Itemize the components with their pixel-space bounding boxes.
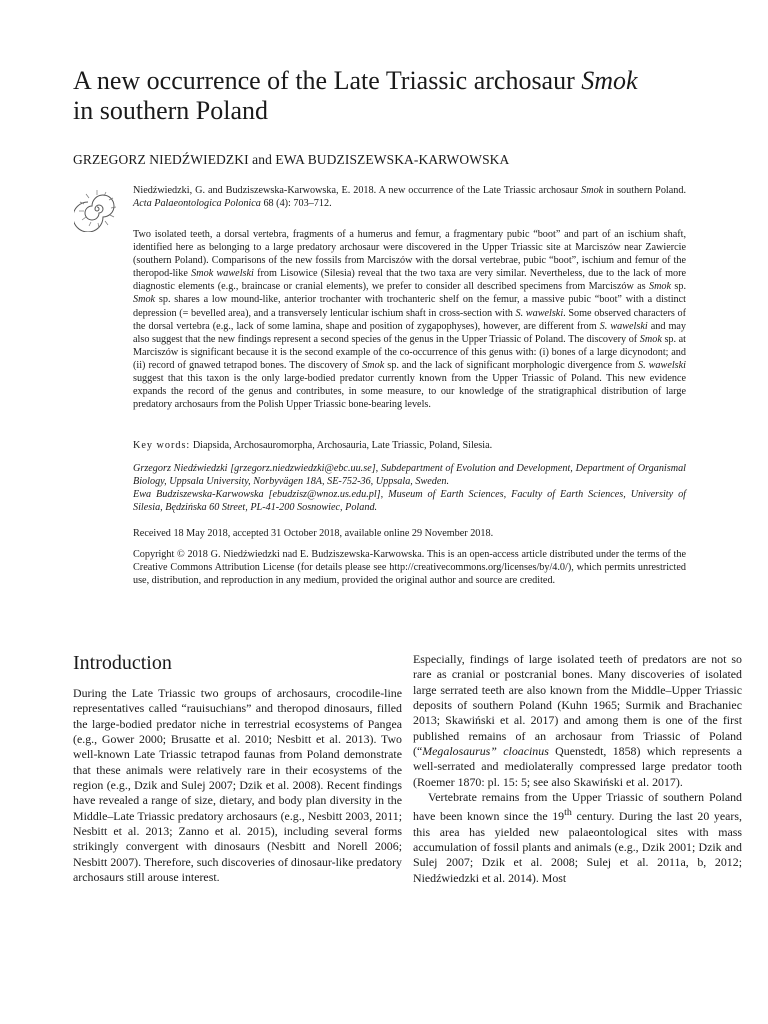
keywords-label: Key words: — [133, 440, 191, 451]
abstract — [133, 228, 686, 411]
taxon-name: S. wawelski — [637, 359, 686, 371]
intro-paragraph-3 — [413, 790, 742, 886]
citation — [133, 184, 686, 210]
received-dates: Received 18 May 2018, accepted 31 October 2018, available online 29 November 2018. — [133, 528, 494, 539]
abstract-text: sp. and the lack of significant morphologic divergence from — [384, 359, 638, 371]
abstract-text: sp. shares a low mound-like, anterior trochanter with trochanteric shelf on the femur, a massive pubic “boot” with a distinct depression (= bevelled area), and a transversely lenticular ischium shaft in cross-section with — [133, 294, 686, 319]
section-heading-introduction: Introduction — [73, 652, 172, 674]
left-column — [73, 686, 402, 885]
paragraph-text: century. During the last 20 years, this area has yielded new palaeontological sites with mass accumulation of fossil plants and animals (e.g., Dzik 2001; Dzik and Sulej 2007; Dzik et al. 2008; Sulej et al. 2011a, b, 2012; Niedźwiedzki et al. 2014). Most — [413, 809, 742, 885]
title-text: A new occurrence of the Late Triassic archosaur — [73, 66, 582, 95]
taxon-name: Smok — [648, 281, 672, 293]
taxon-name: Megalosaurus” cloacinus — [422, 744, 549, 759]
abstract-text: Two isolated teeth, a dorsal vertebra, fragments of a humerus and femur, a fragmentary pubic “boot” and part of an ischium shaft, identified here as belonging to a large predatory archosaur were discovered in the Upper Triassic site at Marciszów near Zawiercie (southern Poland). Comparisons of the new fossils from Marciszów with the dorsal vertebrae, pubic “boot”, ischium and femur of the theropod-like — [133, 229, 686, 280]
superscript: th — [564, 807, 572, 819]
citation-volume: 68 (4): 703–712. — [260, 198, 332, 210]
taxon-name: Smok — [639, 333, 662, 345]
affiliation-1: Grzegorz Niedźwiedzki [grzegorz.niedzwiedzki@ebc.uu.se], Subdepartment of Evolution and Development, Department of Organismal Biology, Uppsala University, Norbyvägen 18A, SE-752-36, Uppsala, Sweden. — [133, 463, 686, 488]
author-affiliations — [133, 462, 686, 514]
taxon-name: Smok — [133, 294, 156, 306]
abstract-text: suggest that this taxon is the only large-bodied predator currently known from the Upper Triassic of Poland. This new evidence expands the record of the genus and contributes, in some measure, to our knowledge of the stratigraphical distribution of large predatory archosaurs from the Polish Upper Triassic bone-bearing levels. — [133, 373, 686, 411]
paper-title — [73, 66, 713, 126]
citation-genus: Smok — [581, 185, 604, 196]
abstract-text: sp. — [671, 281, 686, 293]
author-list: GRZEGORZ NIEDŹWIEDZKI and EWA BUDZISZEWSKA-KARWOWSKA — [73, 152, 510, 167]
intro-paragraph-2 — [413, 652, 742, 790]
paragraph-text: Especially, findings of large isolated teeth of predators are not so rare as cranial or postcranial bones. Many discoveries of isolated large serrated teeth are also known from the Middle–Upper Triassic deposits of southern Poland (Kuhn 1965; Surmik and Brachaniec 2013; Skawiński et al. 2017) and among them is one of the first published remains of an archosaur from Triassic of Poland (“ — [413, 652, 742, 759]
ammonite-logo-icon — [74, 186, 120, 232]
citation-place: in southern Poland. — [603, 185, 686, 196]
paragraph-text: Vertebrate remains from the Upper Triassic of southern Poland have been known since the 19 — [413, 790, 742, 824]
citation-journal: Acta Palaeontologica Polonica — [133, 198, 261, 210]
taxon-name: S. wawelski — [515, 307, 564, 319]
paragraph-text: Quenstedt, 1858) which represents a well-serrated and mediolaterally compressed large predator tooth (Roemer 1870: pl. 15: 5; see also Skawiński et al. 2017). — [413, 744, 743, 789]
abstract-text: from Lisowice (Silesia) reveal that the two taxa are very similar. Nevertheless, due to the lack of more diagnostic elements (e.g., braincase or cranial elements), we prefer to consider all described specimens from Marciszów as — [133, 268, 687, 293]
affiliation-2: Ewa Budziszewska-Karwowska [ebudzisz@wnoz.us.edu.pl], Museum of Earth Sciences, Faculty of Earth Sciences, University of Silesia, Będzińska 60 Street, PL-41-200 Sosnowiec, Poland. — [133, 489, 686, 514]
copyright-notice: Copyright © 2018 G. Niedźwiedzki nad E. Budziszewska-Karwowska. This is an open-access article distributed under the terms of the Creative Commons Attribution License (for details please see http://creativecommons.org/licenses/by/4.0/), which permits unrestricted use, distribution, and reproduction in any medium, provided the original author and source are credited. — [133, 549, 686, 587]
intro-paragraph-1: During the Late Triassic two groups of archosaurs, crocodile-line representatives called “rauisuchians” and theropod dinosaurs, filled the large-bodied predator niche in terrestrial ecosystems of Pangea (e.g., Gower 2000; Brusatte et al. 2010; Nesbitt et al. 2013). Two well-known Late Triassic tetrapod faunas from Poland demonstrate that these animals were relatively rare in their ecosystems of the region (e.g., Dzik and Sulej 2007; Dzik et al. 2008). Recent findings have revealed a range of size, dietary, and body plan diversity in the Middle–Late Triassic predatory archosaurs (e.g., Nesbitt 2003, 2011; Nesbitt et al. 2013; Zanno et al. 2015), including several forms strikingly convergent with dinosaurs (Nesbitt and Norell 2006; Nesbitt 2007). Therefore, such discoveries of dinosaur-like predatory archosaurs still arouse interest. — [73, 686, 402, 885]
abstract-text: and may also suggest that the new findings represent a second species of the genus in the Upper Triassic of Poland. The discovery of — [133, 320, 687, 345]
taxon-name: Smok — [362, 359, 385, 371]
keywords-list: Diapsida, Archosauromorpha, Archosauria, Late Triassic, Poland, Silesia. — [190, 440, 493, 451]
citation-authors: Niedźwiedzki, G. and Budziszewska-Karwowska, E. 2018. A new occurrence of the Late Triassic archosaur — [133, 185, 582, 196]
abstract-text: . Some observed characters of the dorsal vertebra (e.g., lack of some lamina, shape and position of zygapophyses), however, are different from — [133, 307, 686, 332]
right-column — [413, 652, 742, 886]
keywords — [133, 439, 686, 452]
taxon-name: S. wawelski — [599, 320, 648, 332]
title-text-2: in southern Poland — [73, 96, 268, 125]
title-genus: Smok — [581, 66, 638, 95]
abstract-text: sp. at Marciszów is significant because it is the second example of the co-occurrence of this genus with: (i) bones of a large dicynodont; and (ii) record of gnawed tetrapod bones. The discovery of — [133, 333, 687, 371]
taxon-name: Smok wawelski — [191, 268, 254, 280]
